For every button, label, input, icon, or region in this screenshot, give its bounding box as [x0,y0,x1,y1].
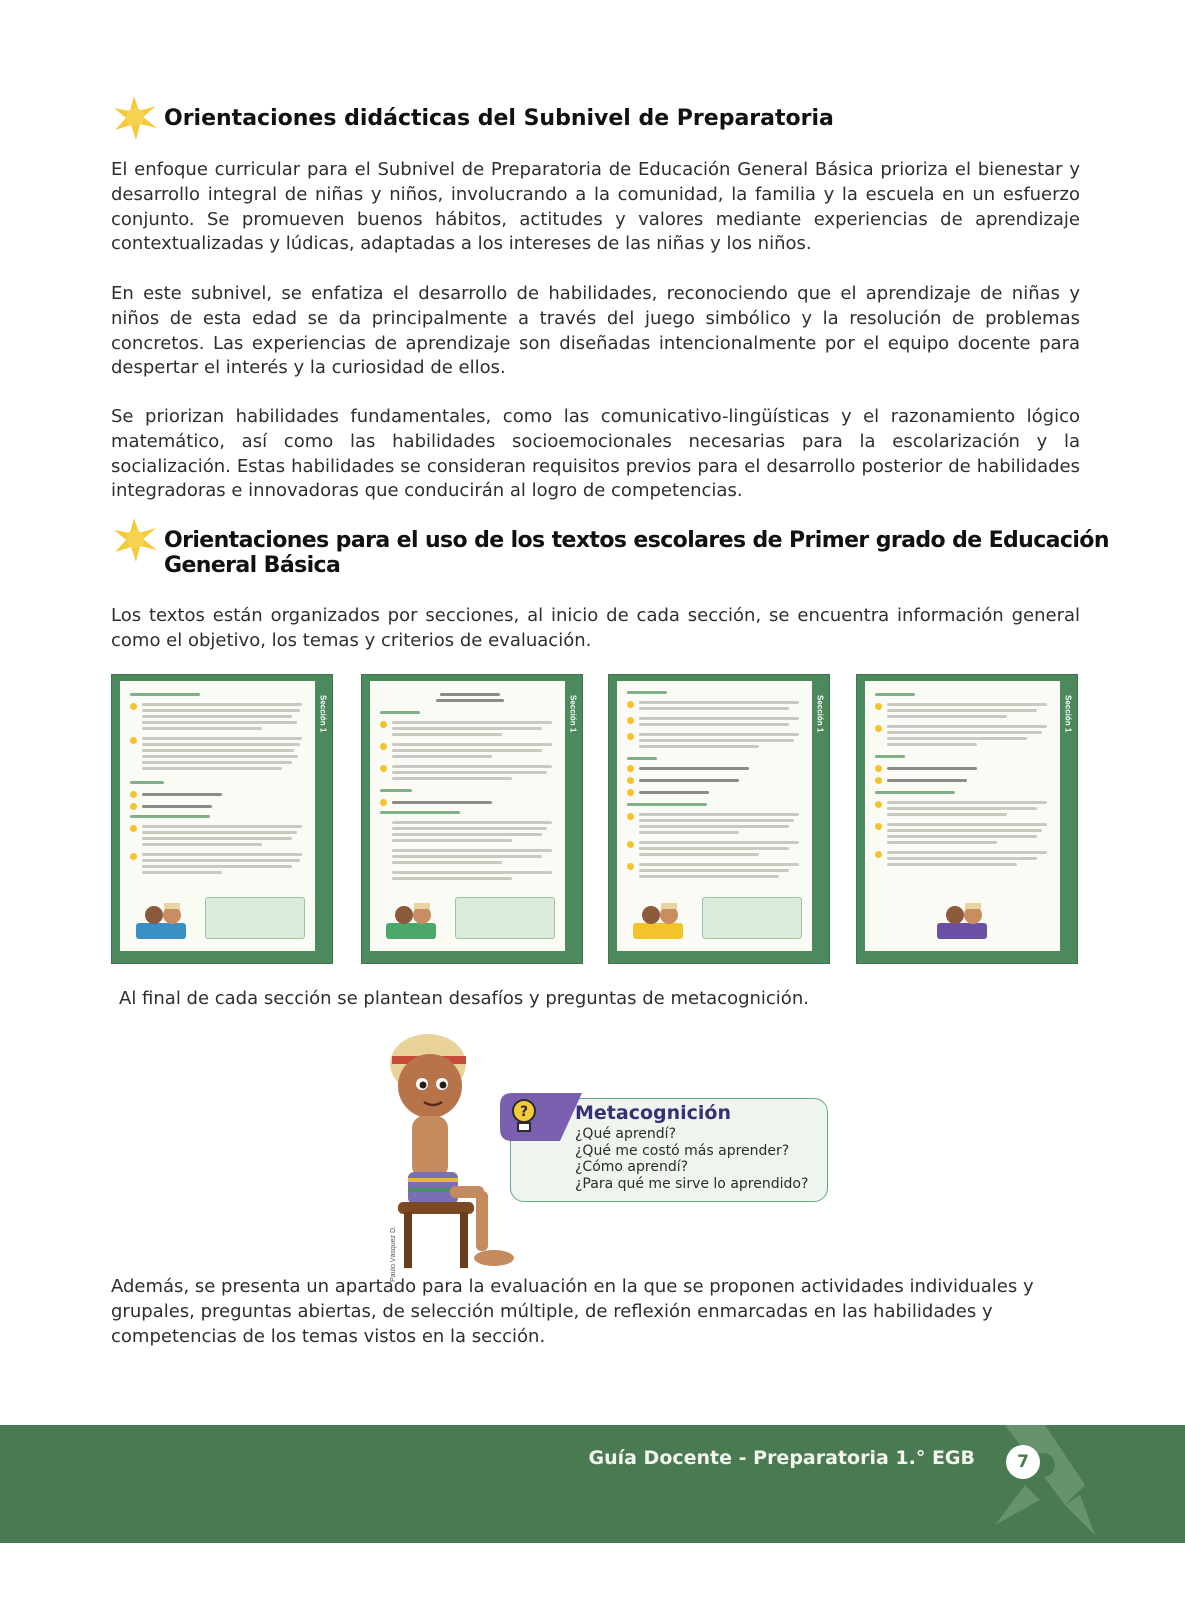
section-tab-label: Sección 1 [815,695,825,733]
star-icon [110,514,162,566]
textbook-page-thumbnail [856,674,1078,964]
illustrator-credit: Paulo Vásquez D. [390,1226,397,1283]
paragraph: Se priorizan habilidades fundamentales, como las comunicativo-lingüísticas y el razonamiento lógico matemático, así como las habilidades socioemocionales necesarias para la escolarización y la socialización. Estas habilidades se consideran requisitos previos para el desarrollo posterior de habilidades integradoras e innovadoras que conducirán al logro de competencias. [111,406,1080,502]
section-tab-label: Sección 1 [1063,695,1073,733]
metacognition-question: ¿Cómo aprendí? [575,1159,689,1175]
paragraph: En este subnivel, se enfatiza el desarrollo de habilidades, reconociendo que el aprendizaje de niñas y niños de esta edad se da principalmente a través del juego simbólico y la resolución de problemas concretos. Las experiencias de aprendizaje son diseñadas intencionalmente por el equipo docente para despertar el interés y la curiosidad de ellos. [111,283,1080,379]
section-title-line: Orientaciones para el uso de los textos escolares de Primer grado de Educación [164,528,1109,553]
paragraph: Al final de cada sección se plantean desafíos y preguntas de metacognición. [119,988,809,1009]
section-title-line: General Básica [164,553,341,578]
paragraph: Además, se presenta un apartado para la evaluación en la que se proponen actividades individuales y grupales, preguntas abiertas, de selección múltiple, de reflexión enmarcadas en las habilidades y competencias de los temas vistos en la sección. [111,1276,1034,1347]
textbook-page-thumbnail [111,674,333,964]
section-heading-preparatoria [110,106,834,144]
rocket-icon [985,1425,1115,1543]
page-number: 7 [1006,1445,1040,1479]
footer-title: Guía Docente - Preparatoria 1.° EGB [588,1447,975,1469]
section-heading-textos [110,528,1109,578]
section-title [164,528,1109,578]
paragraph: Los textos están organizados por secciones, al inicio de cada sección, se encuentra información general como el objetivo, los temas y criterios de evaluación. [111,605,1080,651]
metacognition-question: ¿Qué me costó más aprender? [575,1142,790,1159]
svg-text:?: ? [519,1104,529,1120]
paragraph: El enfoque curricular para el Subnivel de Preparatoria de Educación General Básica prioriza el bienestar y desarrollo integral de niñas y niños, involucrando a la comunidad, la familia y la escuela en un esfuerzo conjunto. Se promueven buenos hábitos, actitudes y valores mediante experiencias de aprendizaje contextualizadas y lúdicas, adaptadas a los intereses de las niñas y los niños. [111,159,1080,255]
metacognition-title: Metacognición [575,1102,732,1124]
section-title: Orientaciones didácticas del Subnivel de Preparatoria [164,106,834,131]
textbook-page-thumbnail [361,674,583,964]
metacognition-question: ¿Qué aprendí? [575,1126,676,1142]
metacognition-question: ¿Para qué me sirve lo aprendido? [575,1175,809,1192]
section-tab-label: Sección 1 [318,695,328,733]
lightbulb-icon [500,1093,582,1141]
page-footer [0,1425,1185,1543]
star-icon [110,92,162,144]
textbook-page-thumbnail [608,674,830,964]
boy-illustration [378,1026,528,1276]
section-tab-label: Sección 1 [568,695,578,733]
metacognition-questions [575,1126,808,1192]
